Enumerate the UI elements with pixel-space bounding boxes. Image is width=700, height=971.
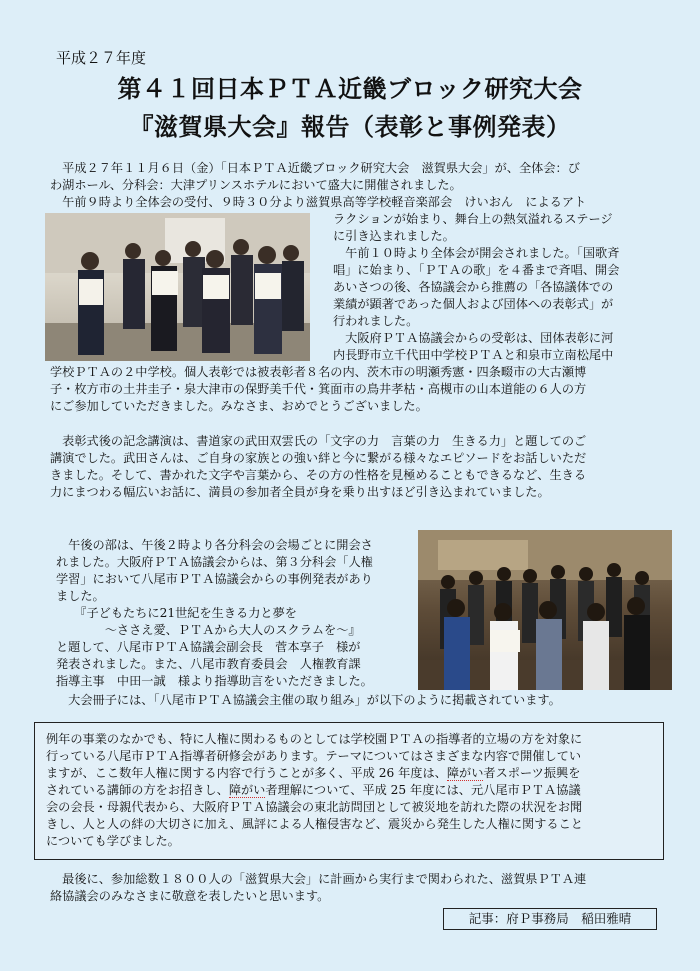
right-text-line-7: 行われました。 — [333, 314, 419, 328]
right-text-line-3: 午前１０時より全体会が開会されました。「国歌斉 — [333, 246, 620, 260]
closing-line-2: 絡協議会のみなさまに敬意を表したいと思います。 — [50, 889, 330, 903]
afternoon-line-8: 発表されました。また、八尾市教育委員会 人権教育課 — [56, 657, 361, 671]
excerpt-line-4-part-c: 者理解について、平成 25 年度には、元八尾市ＰＴＡ協議 — [265, 783, 581, 797]
page-subtitle: 『滋賀県大会』報告（表彰と事例発表） — [129, 112, 571, 141]
right-text-line-8: 大阪府ＰＴＡ協議会からの受彰は、団体表彰に河 — [333, 331, 614, 345]
intro-line-1: 平成２７年１１月６日（金）「日本ＰＴＡ近畿ブロック研究大会 滋賀県大会」が、全体会：び — [50, 161, 580, 175]
closing-line-1: 最後に、参加総数１８００人の「滋賀県大会」に計画から実行まで関わられた、滋賀県ＰＴＡ連 — [50, 872, 587, 886]
right-text-line-2: に引き込まれました。 — [333, 229, 455, 243]
afternoon-line-9: 指導主事 中田一誠 様より指導助言をいただきました。 — [56, 674, 373, 688]
award-line-1: 学校ＰＴＡの２中学校。個人表彰では被表彰者８名の内、茨木市の明瀬秀憲・四条畷市の大古瀬博 — [50, 365, 587, 379]
afternoon-line-4: ました。 — [56, 589, 105, 603]
afternoon-line-7: と題して、八尾市ＰＴＡ協議会副会長 菅本享子 様が — [56, 640, 361, 654]
right-text-line-9: 内長野市立千代田中学校ＰＴＡと和泉市立南松尾中 — [333, 348, 614, 362]
excerpt-line-4-part-a: されている講師の方をお招きし、 — [46, 783, 229, 797]
lecture-line-2: 講演でした。武田さんは、ご自身の家族との強い絆と今に繋がる様々なエピソードをお話しいただ — [50, 451, 587, 465]
group-photo-award-icon — [45, 213, 310, 361]
presentation-title-line-1: 『子どもたちに21世紀を生きる力と夢を — [56, 606, 297, 620]
article-signature: 記事：府Ｐ事務局 稲田雅晴 — [443, 908, 657, 930]
page-title: 第４１回日本ＰＴＡ近畿ブロック研究大会 — [117, 74, 583, 103]
lecture-line-4: 力にまつわる幅広いお話に、満員の参加者全員が身を乗り出すほど引き込まれていました。 — [50, 485, 550, 499]
afternoon-line-10: 大会冊子には、「八尾市ＰＴＡ協議会主催の取り組み」が以下のように掲載されています。 — [56, 693, 561, 707]
excerpt-line-3 — [46, 765, 580, 782]
excerpt-line-7: についても学びました。 — [46, 834, 180, 848]
afternoon-line-1: 午後の部は、午後２時より各分科会の会場ごとに開会さ — [56, 538, 373, 552]
intro-line-2: わ湖ホール、分科会：大津プリンスホテルにおいて盛大に開催されました。 — [50, 178, 462, 192]
excerpt-line-5: 会の会長・母親代表から、大阪府ＰＴＡ協議会の東北訪問団として被災地を訪れた際の状況をお聞 — [46, 800, 583, 814]
afternoon-line-3: 学習」において八尾市ＰＴＡ協議会からの事例発表があり — [56, 572, 373, 586]
excerpt-line-3-part-c: 者スポーツ振興を — [483, 766, 581, 780]
right-text-line-5: あいさつの後、各協議会から推薦の「各協議体での — [333, 280, 614, 294]
presentation-session-photo — [418, 530, 672, 690]
right-text-line-6: 業績が顕著であった個人および団体への表彰式」が — [333, 297, 614, 311]
excerpt-line-2: 行っている八尾市ＰＴＡ指導者研修会があります。テーマについてはさまざまな内容で開催してい — [46, 749, 582, 763]
right-text-line-1: ラクションが始まり、舞台上の熱気溢れるステージ — [333, 212, 613, 226]
award-line-2: 子・枚方市の土井圭子・泉大津市の保野美千代・箕面市の鳥井孝枯・高槻市の山本道能の６人の方 — [50, 382, 587, 396]
intro-line-3: 午前９時より全体会の受付、９時３０分より滋賀県高等学校軽音楽部会 けいおん によるアト — [50, 195, 587, 209]
excerpt-line-3-part-a: ますが、ここ数年人権に関する内容で行うことが多く、平成 26 年度は、 — [46, 766, 447, 780]
excerpt-line-4 — [46, 782, 581, 799]
award-ceremony-photo — [45, 213, 310, 361]
excerpt-highlight-2: 障がい — [228, 783, 266, 797]
presentation-title-line-2: ～ささえ愛、ＰＴＡから大人のスクラムを～』 — [56, 623, 361, 637]
excerpt-line-6: きし、人と人の絆の大切さに加え、風評による人権侵害など、震災から発生した人権に関すること — [46, 817, 583, 831]
fiscal-year: 平成２７年度 — [56, 49, 147, 67]
lecture-line-1: 表彰式後の記念講演は、書道家の武田双雲氏の「文字の力 言葉の力 生きる力」と題してのご — [50, 434, 587, 448]
lecture-line-3: きました。そして、書かれた文字や言葉から、その方の性格を見極めることもできるなど、生きる — [50, 468, 587, 482]
afternoon-line-2: れました。大阪府ＰＴＡ協議会からは、第３分科会「人権 — [56, 555, 373, 569]
excerpt-highlight-1: 障がい — [446, 766, 484, 780]
group-photo-session-icon — [418, 530, 672, 690]
right-text-line-4: 唱」に始まり、「ＰＴＡの歌」を４番まで斉唱、開会 — [333, 263, 620, 277]
excerpt-line-1: 例年の事業のなかでも、特に人権に関わるものとしては学校園ＰＴＡの指導者的立場の方を対象に — [46, 732, 583, 746]
award-line-3: にご参加していただきました。みなさま、おめでとうございました。 — [50, 399, 428, 413]
